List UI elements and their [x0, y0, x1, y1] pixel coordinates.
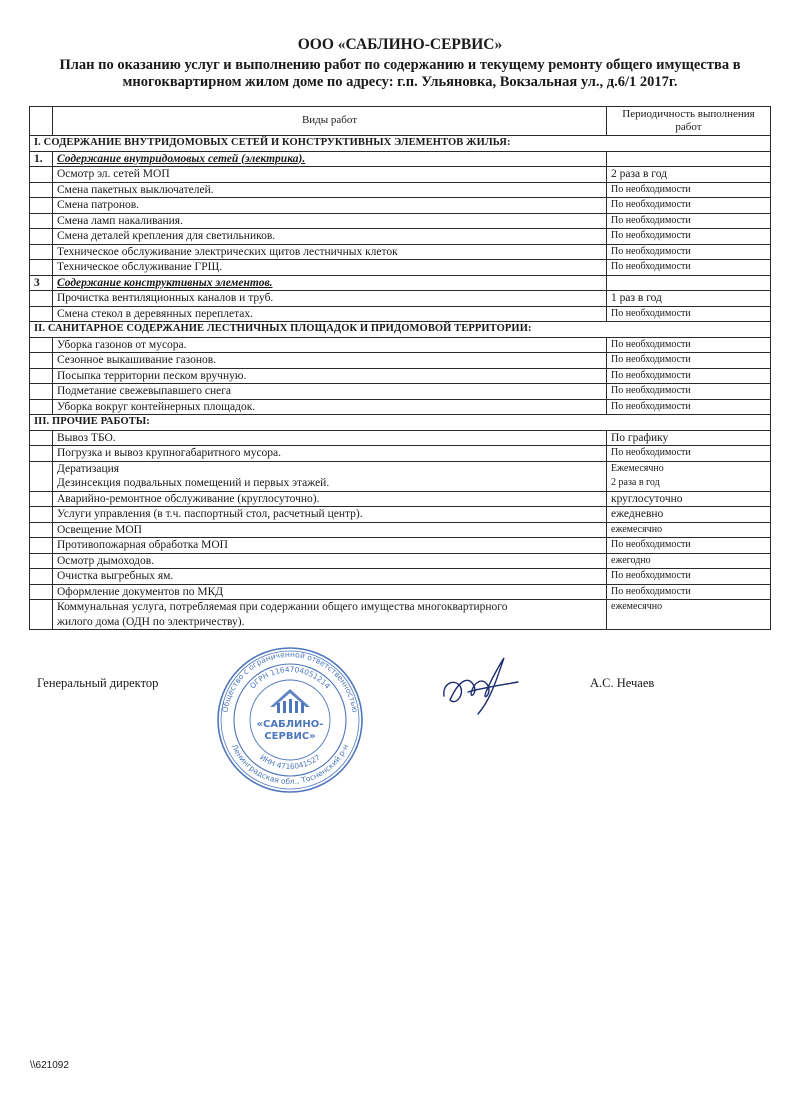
- number-cell: [30, 553, 53, 569]
- work-name: Вывоз ТБО.: [57, 431, 116, 444]
- number-cell: [30, 182, 53, 198]
- table-row: [30, 491, 771, 507]
- table-row: [30, 415, 771, 431]
- work-cell: [53, 167, 607, 183]
- table-row: [30, 600, 771, 630]
- work-name: Коммунальная услуга, потребляемая при содержании общего имущества многоквартирного: [57, 601, 508, 613]
- work-name: Дератизация: [57, 462, 120, 475]
- work-cell: [53, 291, 607, 307]
- periodicity-cell: [607, 538, 771, 554]
- number-cell: [30, 306, 53, 322]
- signature-block: [37, 676, 757, 696]
- periodicity-value: По необходимости: [611, 338, 691, 350]
- table-row: [30, 260, 771, 276]
- periodicity-cell: [607, 260, 771, 276]
- number-cell: [30, 399, 53, 415]
- work-name: Сезонное выкашивание газонов.: [57, 354, 217, 366]
- work-name: Техническое обслуживание ГРЩ.: [57, 261, 223, 273]
- work-cell: [53, 584, 607, 600]
- periodicity-value: По необходимости: [611, 570, 691, 581]
- work-cell: [53, 337, 607, 353]
- header-periodicity: Периодичность выполнения работ: [607, 107, 771, 136]
- periodicity-value: По необходимости: [611, 539, 691, 550]
- number-cell: [30, 260, 53, 276]
- number-cell: [30, 491, 53, 507]
- works-plan-table: [29, 106, 771, 630]
- table-row: [30, 198, 771, 214]
- periodicity-cell: [607, 491, 771, 507]
- number-cell: [30, 430, 53, 446]
- organization-name: ООО «САБЛИНО-СЕРВИС»: [297, 36, 503, 53]
- table-row: [30, 182, 771, 198]
- table-row: [30, 213, 771, 229]
- work-cell: [53, 538, 607, 554]
- table-row: [30, 461, 771, 491]
- periodicity-cell: [607, 167, 771, 183]
- table-row: [30, 167, 771, 183]
- periodicity-value: круглосуточно: [611, 492, 683, 505]
- work-name: Погрузка и вывоз крупногабаритного мусора.: [57, 447, 282, 459]
- work-cell: [53, 399, 607, 415]
- periodicity-cell: [607, 353, 771, 369]
- house-emblem-icon: [270, 689, 310, 713]
- table-row: [30, 136, 771, 152]
- periodicity-value: По необходимости: [611, 447, 691, 458]
- table-row: [30, 306, 771, 322]
- periodicity-value: По необходимости: [611, 385, 691, 396]
- periodicity-cell: [607, 291, 771, 307]
- table-row: [30, 446, 771, 462]
- periodicity-value: По необходимости: [611, 245, 691, 257]
- periodicity-cell: [607, 430, 771, 446]
- periodicity-cell: [607, 198, 771, 214]
- handwritten-signature: [438, 652, 530, 718]
- svg-text:Общество с ограниченной ответс: Общество с ограниченной ответственностью: [220, 649, 360, 714]
- periodicity-value: По необходимости: [611, 261, 691, 272]
- number-cell: [30, 461, 53, 491]
- work-name: Осмотр эл. сетей МОП: [57, 168, 170, 180]
- periodicity-value: ежемесячно: [611, 601, 663, 612]
- subsection-number: [30, 151, 53, 167]
- periodicity-value: 2 раза в год: [611, 168, 668, 180]
- header-number-cell: [30, 107, 53, 136]
- table-row: [30, 229, 771, 245]
- periodicity-cell: [607, 507, 771, 523]
- periodicity-value: По необходимости: [611, 354, 691, 365]
- subsection-title-cell: [53, 275, 607, 291]
- work-cell: [53, 430, 607, 446]
- periodicity-cell: [607, 213, 771, 229]
- table-row: [30, 507, 771, 523]
- svg-text:ИНН 4716041527: ИНН 4716041527: [258, 752, 322, 772]
- number-cell: [30, 229, 53, 245]
- table-row: [30, 322, 771, 338]
- subsection-number: [30, 275, 53, 291]
- table-row: [30, 353, 771, 369]
- work-cell: [53, 491, 607, 507]
- work-cell: [53, 507, 607, 523]
- table-row: [30, 430, 771, 446]
- periodicity-cell: [607, 553, 771, 569]
- work-name: Подметание свежевыпавшего снега: [57, 385, 232, 397]
- periodicity-cell: [607, 244, 771, 260]
- table-row: [30, 368, 771, 384]
- work-cell: [53, 229, 607, 245]
- periodicity-value: 2 раза в год: [611, 477, 660, 488]
- work-cell: [53, 522, 607, 538]
- table-header-row: [30, 107, 771, 136]
- number-cell: [30, 368, 53, 384]
- periodicity-value: По необходимости: [611, 585, 691, 597]
- work-name: Уборка газонов от мусора.: [57, 338, 187, 351]
- table-row: [30, 384, 771, 400]
- work-name: жилого дома (ОДН по электричеству).: [57, 615, 245, 628]
- periodicity-value: 1 раз в год: [611, 292, 662, 304]
- table-row: [30, 584, 771, 600]
- work-name: Смена пакетных выключателей.: [57, 183, 214, 196]
- section-heading: II. САНИТАРНОЕ СОДЕРЖАНИЕ ЛЕСТНИЧНЫХ ПЛОЩАДОК И ПРИДОМОВОЙ ТЕРРИТОРИИ:: [30, 322, 771, 338]
- svg-text:СЕРВИС»: СЕРВИС»: [264, 731, 316, 742]
- periodicity-value: По необходимости: [611, 183, 691, 195]
- work-cell: [53, 198, 607, 214]
- subsection-title: Содержание конструктивных элементов.: [57, 276, 273, 289]
- work-cell: [53, 213, 607, 229]
- number-cell: [30, 198, 53, 214]
- periodicity-cell: [607, 384, 771, 400]
- work-cell: [53, 306, 607, 322]
- work-cell: [53, 244, 607, 260]
- periodicity-cell: [607, 522, 771, 538]
- periodicity-value: Ежемесячно: [611, 462, 664, 474]
- work-cell: [53, 446, 607, 462]
- director-name: А.С. Нечаев: [590, 676, 655, 690]
- table-row: [30, 569, 771, 585]
- periodicity-value: По необходимости: [611, 214, 691, 226]
- periodicity-cell: [607, 446, 771, 462]
- header-works: Виды работ: [53, 107, 607, 136]
- periodicity-value: По графику: [611, 431, 669, 444]
- document-code: \\621092: [30, 1060, 69, 1071]
- table-row: [30, 553, 771, 569]
- periodicity-cell: [607, 569, 771, 585]
- work-cell: [53, 182, 607, 198]
- work-name: Смена ламп накаливания.: [57, 214, 183, 227]
- work-cell: [53, 461, 607, 491]
- work-cell: [53, 368, 607, 384]
- subsection-title: Содержание внутридомовых сетей (электрика).: [57, 152, 306, 165]
- periodicity-cell: [607, 151, 771, 167]
- periodicity-value: По необходимости: [611, 369, 691, 381]
- work-name: Аварийно-ремонтное обслуживание (круглосуточно).: [57, 492, 320, 505]
- number-cell: [30, 337, 53, 353]
- work-name: Уборка вокруг контейнерных площадок.: [57, 400, 256, 413]
- section-heading: I. СОДЕРЖАНИЕ ВНУТРИДОМОВЫХ СЕТЕЙ И КОНСТРУКТИВНЫХ ЭЛЕМЕНТОВ ЖИЛЬЯ:: [30, 136, 771, 152]
- periodicity-value: ежедневно: [611, 508, 664, 520]
- work-name: Осмотр дымоходов.: [57, 554, 155, 567]
- periodicity-value: По необходимости: [611, 199, 691, 210]
- work-cell: [53, 600, 607, 630]
- periodicity-value: По необходимости: [611, 230, 691, 241]
- number-cell: [30, 167, 53, 183]
- work-name: Посыпка территории песком вручную.: [57, 369, 247, 382]
- work-name: Смена стекол в деревянных переплетах.: [57, 307, 253, 320]
- work-name: Освещение МОП: [57, 523, 142, 536]
- number-cell: [30, 244, 53, 260]
- work-name: Дезинсекция подвальных помещений и первых этажей.: [57, 477, 330, 489]
- periodicity-cell: [607, 182, 771, 198]
- work-cell: [53, 553, 607, 569]
- svg-text:Ленинградская обл., Тосненский: Ленинградская обл., Тосненский р-н: [229, 742, 351, 787]
- periodicity-cell: [607, 275, 771, 291]
- number-cell: [30, 538, 53, 554]
- work-name: Оформление документов по МКД: [57, 585, 224, 598]
- table-row: [30, 399, 771, 415]
- work-name: Смена патронов.: [57, 199, 140, 211]
- work-name: Смена деталей крепления для светильников.: [57, 230, 276, 242]
- table-row: [30, 337, 771, 353]
- number-cell: [30, 507, 53, 523]
- periodicity-cell: [607, 368, 771, 384]
- document-header: [30, 36, 770, 91]
- periodicity-cell: [607, 229, 771, 245]
- periodicity-cell: [607, 600, 771, 630]
- table-row: [30, 275, 771, 291]
- periodicity-cell: [607, 461, 771, 491]
- company-seal: [215, 645, 365, 795]
- table-row: [30, 538, 771, 554]
- work-name: Услуги управления (в т.ч. паспортный стол, расчетный центр).: [57, 508, 363, 520]
- periodicity-value: ежемесячно: [611, 523, 663, 535]
- number-cell: [30, 291, 53, 307]
- work-cell: [53, 384, 607, 400]
- director-title: Генеральный директор: [37, 676, 159, 690]
- work-cell: [53, 569, 607, 585]
- periodicity-value: По необходимости: [611, 400, 691, 412]
- svg-text:ОГРН 1164704051214: ОГРН 1164704051214: [247, 664, 333, 691]
- number-cell: [30, 384, 53, 400]
- work-cell: [53, 260, 607, 276]
- svg-text:«САБЛИНО-: «САБЛИНО-: [256, 719, 324, 730]
- subsection-title-cell: [53, 151, 607, 167]
- periodicity-value: По необходимости: [611, 307, 691, 319]
- document-title: План по оказанию услуг и выполнению работ по содержанию и текущему ремонту общего имущества в многоквартирном жилом доме по адресу: г.п. Ульяновка, Вокзальная ул., д.6/1 2017г.: [59, 57, 741, 90]
- work-name: Прочистка вентиляционных каналов и труб.: [57, 292, 274, 304]
- table-body: [30, 136, 771, 630]
- periodicity-cell: [607, 337, 771, 353]
- table-row: [30, 522, 771, 538]
- periodicity-value: ежегодно: [611, 554, 651, 566]
- periodicity-cell: [607, 399, 771, 415]
- number-cell: [30, 353, 53, 369]
- number-cell: [30, 569, 53, 585]
- table-row: [30, 151, 771, 167]
- work-cell: [53, 353, 607, 369]
- work-name: Очистка выгребных ям.: [57, 570, 174, 582]
- number-cell: [30, 446, 53, 462]
- number-cell: [30, 213, 53, 229]
- subsection-number-text: 1.: [34, 152, 43, 165]
- number-cell: [30, 522, 53, 538]
- table-row: [30, 291, 771, 307]
- work-name: Техническое обслуживание электрических щитов лестничных клеток: [57, 245, 398, 258]
- work-name: Противопожарная обработка МОП: [57, 539, 228, 551]
- table-row: [30, 244, 771, 260]
- number-cell: [30, 600, 53, 630]
- number-cell: [30, 584, 53, 600]
- subsection-number-text: 3: [34, 276, 40, 289]
- section-heading: III. ПРОЧИЕ РАБОТЫ:: [30, 415, 771, 431]
- periodicity-cell: [607, 584, 771, 600]
- periodicity-cell: [607, 306, 771, 322]
